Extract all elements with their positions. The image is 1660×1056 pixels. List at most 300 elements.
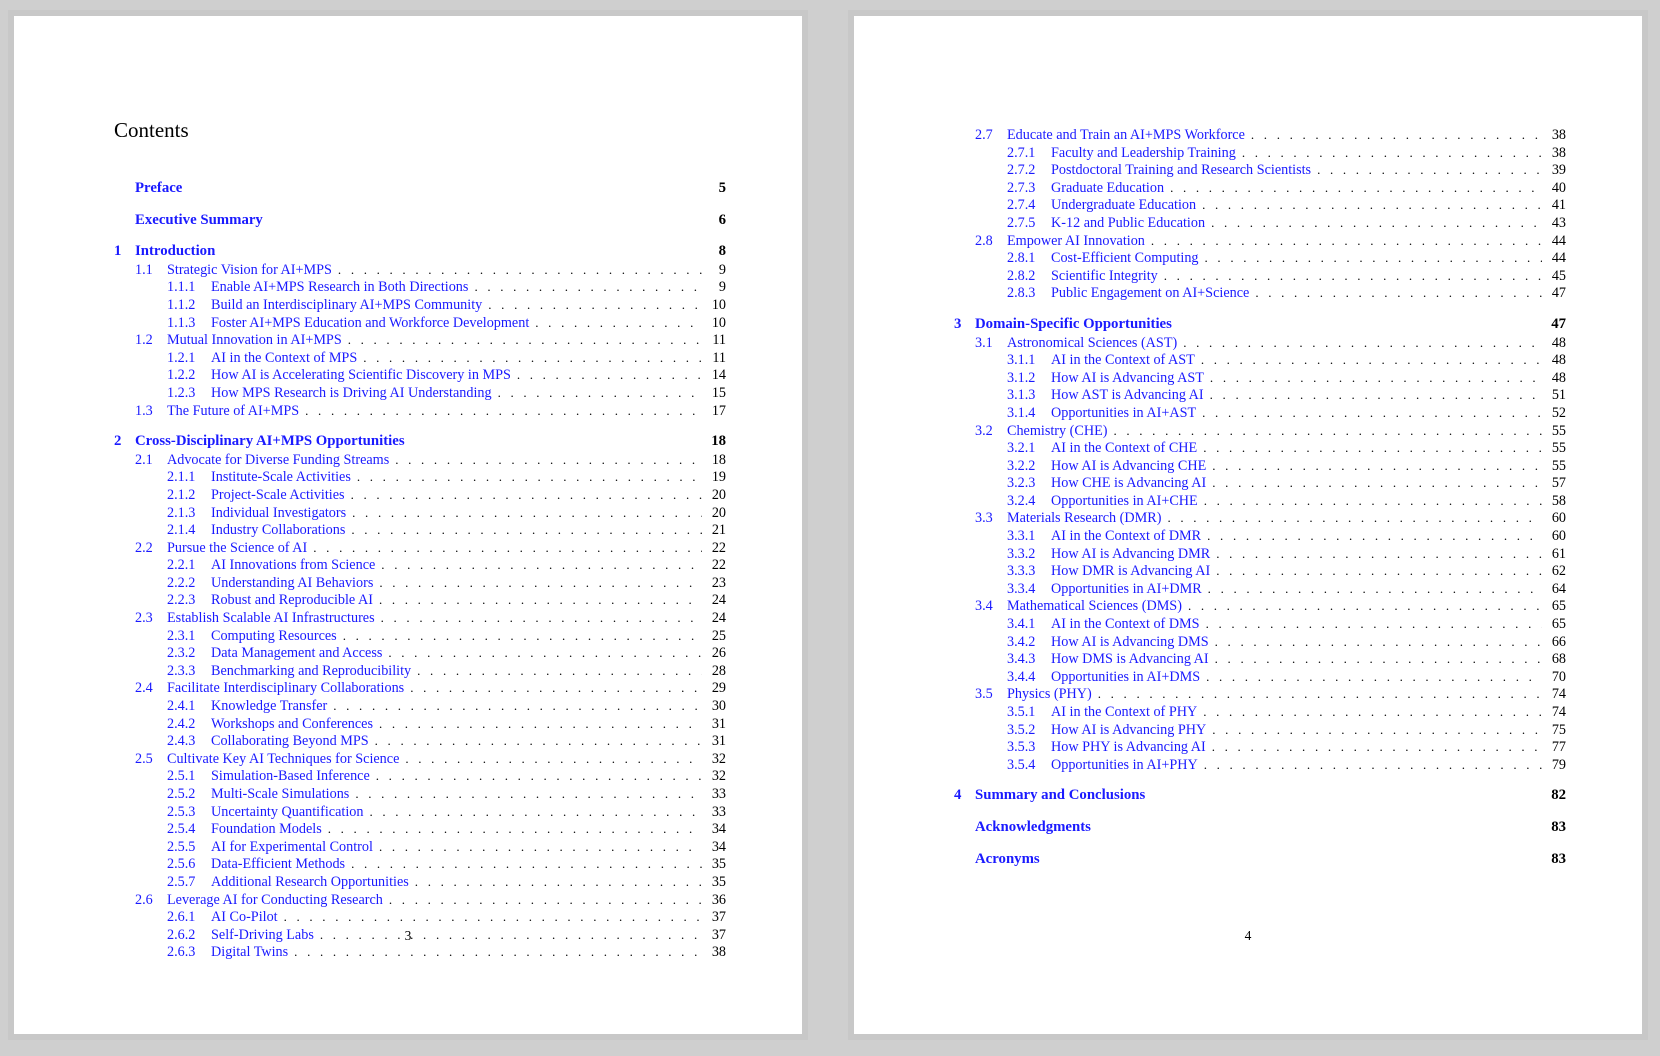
dot-leader	[535, 314, 702, 332]
toc-entry-title[interactable]: How DMR is Advancing AI	[1051, 563, 1211, 580]
contents-heading: Contents	[114, 118, 189, 142]
toc-entry-title[interactable]: K-12 and Public Education	[1051, 214, 1206, 231]
toc-entry-page: 34	[711, 821, 726, 838]
dot-leader	[1204, 756, 1542, 774]
toc-entry-title[interactable]: Foster AI+MPS Education and Workforce Development	[211, 314, 530, 331]
toc-entry[interactable]	[954, 457, 1566, 475]
toc-entry-title[interactable]: Cross-Disciplinary AI+MPS Opportunities	[135, 433, 405, 450]
toc-entry-title[interactable]: Preface	[135, 180, 183, 196]
toc-entry-number: 2.5.1	[167, 768, 196, 785]
dot-leader	[1216, 545, 1542, 563]
toc-entry-number: 1.1.2	[167, 296, 196, 313]
toc-entry[interactable]	[954, 369, 1566, 387]
toc-entry-title[interactable]: Collaborating Beyond MPS	[211, 733, 369, 750]
toc-entry-title[interactable]: Materials Research (DMR)	[1007, 510, 1162, 527]
toc-entry-page: 62	[1551, 563, 1566, 580]
toc-entry-title[interactable]: Self-Driving Labs	[211, 926, 314, 943]
toc-entry-number: 3.1.1	[1007, 352, 1036, 369]
toc-entry-page: 26	[711, 645, 726, 662]
toc-entry-number: 2.1	[135, 451, 153, 468]
toc-entry-title[interactable]: AI Co-Pilot	[211, 909, 278, 926]
toc-entry-title[interactable]: AI in the Context of PHY	[1051, 704, 1198, 720]
toc-entry-page: 9	[718, 261, 726, 278]
toc-entry-title[interactable]: How AST is Advancing AI	[1051, 387, 1204, 404]
toc-entry-title[interactable]: How AI is Advancing AST	[1051, 369, 1204, 386]
toc-entry-title[interactable]: AI in the Context of MPS	[211, 349, 358, 366]
toc-entry-page: 52	[1551, 404, 1566, 421]
toc-entry[interactable]	[114, 384, 726, 402]
toc-entry-page: 38	[1551, 127, 1566, 143]
toc-entry[interactable]	[954, 474, 1566, 492]
toc-entry[interactable]	[114, 591, 726, 609]
toc-entry-title[interactable]: Leverage AI for Conducting Research	[167, 891, 383, 908]
toc-entry-number: 3	[954, 315, 962, 332]
toc-entry-page: 33	[711, 803, 726, 820]
toc-entry[interactable]	[954, 386, 1566, 404]
dot-leader	[313, 539, 702, 557]
toc-entry[interactable]	[114, 662, 726, 680]
toc-entry[interactable]	[114, 451, 726, 469]
dot-leader	[1255, 284, 1542, 302]
toc-entry[interactable]	[954, 668, 1566, 686]
dot-leader	[498, 384, 702, 402]
toc-entry[interactable]	[114, 820, 726, 838]
toc-entry-page: 10	[711, 314, 726, 331]
toc-entry[interactable]	[954, 126, 1566, 144]
toc-entry-page: 23	[711, 574, 726, 591]
toc-entry-page: 35	[711, 873, 726, 890]
toc-entry-page: 5	[718, 180, 726, 196]
dot-leader	[517, 366, 702, 384]
toc-entry-title[interactable]: Strategic Vision for AI+MPS	[167, 261, 332, 278]
toc-entry[interactable]	[114, 715, 726, 733]
toc-entry[interactable]	[114, 402, 726, 420]
toc-entry[interactable]	[114, 767, 726, 785]
toc-entry-number: 3.3.1	[1007, 528, 1036, 545]
toc-entry[interactable]	[114, 697, 726, 715]
toc-entry[interactable]	[954, 144, 1566, 162]
dot-leader	[1098, 685, 1542, 703]
toc-entry-title[interactable]: Data Management and Access	[211, 645, 383, 662]
toc-entry-number: 1.1	[135, 261, 153, 278]
dot-leader	[1212, 738, 1542, 756]
toc-entry-title[interactable]: Foundation Models	[211, 821, 322, 838]
toc-entry[interactable]	[954, 819, 1566, 837]
dot-leader	[348, 331, 702, 349]
toc-entry-page: 47	[1551, 315, 1566, 332]
toc-entry-page: 44	[1551, 250, 1566, 267]
toc-entry-number: 2.2.2	[167, 574, 196, 591]
dot-leader	[1212, 721, 1542, 739]
toc-entry-title[interactable]: AI for Experimental Control	[211, 838, 373, 855]
toc-entry-page: 24	[711, 610, 726, 627]
toc-entry[interactable]	[954, 509, 1566, 527]
toc-entry-title[interactable]: Workshops and Conferences	[211, 715, 373, 732]
toc-entry[interactable]	[114, 679, 726, 697]
toc-entry-number: 3.4.4	[1007, 668, 1036, 685]
toc-entry-title[interactable]: Public Engagement on AI+Science	[1051, 285, 1250, 302]
toc-entry-title[interactable]: Opportunities in AI+DMR	[1051, 580, 1202, 597]
toc-entry[interactable]	[114, 331, 726, 349]
toc-entry-title[interactable]: How CHE is Advancing AI	[1051, 475, 1207, 492]
toc-entry[interactable]	[114, 314, 726, 332]
toc-entry-title[interactable]: Multi-Scale Simulations	[211, 786, 350, 802]
toc-entry[interactable]	[114, 296, 726, 314]
toc-entry[interactable]	[954, 703, 1566, 721]
dot-leader	[369, 803, 702, 821]
toc-entry-title[interactable]: Mutual Innovation in AI+MPS	[167, 332, 342, 349]
toc-entry-title[interactable]: Educate and Train an AI+MPS Workforce	[1007, 127, 1245, 143]
toc-entry-page: 55	[1551, 457, 1566, 474]
toc-entry[interactable]	[954, 214, 1566, 232]
toc-entry-title[interactable]: Chemistry (CHE)	[1007, 422, 1108, 439]
toc-entry[interactable]	[114, 750, 726, 768]
toc-entry[interactable]	[114, 243, 726, 261]
dot-leader	[474, 278, 702, 296]
toc-entry-page: 61	[1551, 545, 1566, 562]
dot-leader	[381, 556, 702, 574]
toc-entry-page: 28	[711, 662, 726, 679]
toc-entry[interactable]	[114, 504, 726, 522]
toc-entry-page: 79	[1551, 756, 1566, 773]
toc-entry-number: 3.1.3	[1007, 387, 1036, 404]
toc-entry[interactable]	[954, 527, 1566, 545]
toc-entry[interactable]	[114, 855, 726, 873]
toc-entry-page: 8	[718, 243, 726, 260]
toc-entry-title[interactable]: Acronyms	[975, 850, 1040, 867]
toc-entry-title[interactable]: Domain-Specific Opportunities	[975, 315, 1172, 332]
toc-entry[interactable]	[954, 316, 1566, 334]
toc-entry-title[interactable]: AI in the Context of AST	[1051, 352, 1195, 369]
table-of-contents-left	[114, 180, 726, 961]
toc-entry-number: 3.1.4	[1007, 404, 1036, 421]
toc-entry-number: 3.2.4	[1007, 492, 1036, 509]
toc-entry-page: 22	[711, 539, 726, 556]
toc-entry-page: 68	[1551, 651, 1566, 668]
toc-entry-title[interactable]: Cultivate Key AI Techniques for Science	[167, 750, 400, 767]
toc-entry-page: 83	[1551, 850, 1566, 867]
dot-leader	[379, 591, 702, 609]
toc-entry-number: 3.2.3	[1007, 475, 1036, 492]
toc-entry-number: 3.2	[975, 422, 993, 439]
dot-leader	[1151, 232, 1542, 250]
toc-entry-number: 2.5.6	[167, 856, 196, 873]
toc-entry[interactable]	[954, 284, 1566, 302]
toc-entry-title[interactable]: Physics (PHY)	[1007, 686, 1092, 703]
toc-entry-title[interactable]: Data-Efficient Methods	[211, 856, 346, 873]
toc-entry-title[interactable]: Faculty and Leadership Training	[1051, 144, 1236, 161]
toc-entry-title[interactable]: Graduate Education	[1051, 179, 1165, 196]
toc-entry[interactable]	[954, 334, 1566, 352]
toc-entry-page: 38	[711, 944, 726, 961]
dot-leader	[1203, 439, 1542, 457]
dot-leader	[1204, 492, 1542, 510]
toc-entry[interactable]	[954, 492, 1566, 510]
toc-entry-page: 20	[711, 504, 726, 521]
toc-entry-title[interactable]: Mathematical Sciences (DMS)	[1007, 598, 1182, 615]
toc-entry-number: 2.7.5	[1007, 214, 1036, 231]
dot-leader	[351, 486, 702, 504]
toc-entry[interactable]	[954, 685, 1566, 703]
toc-entry[interactable]	[954, 756, 1566, 774]
dot-leader	[1164, 267, 1542, 285]
toc-entry-title[interactable]: Computing Resources	[211, 627, 337, 644]
toc-entry[interactable]	[954, 721, 1566, 739]
toc-entry-title[interactable]: AI in the Context of DMR	[1051, 528, 1202, 545]
toc-entry-title[interactable]: How AI is Accelerating Scientific Discovery in MPS	[211, 367, 511, 384]
toc-entry[interactable]	[114, 433, 726, 451]
toc-entry-title[interactable]: Industry Collaborations	[211, 522, 346, 539]
toc-entry-page: 32	[711, 750, 726, 767]
toc-entry-title[interactable]: Opportunities in AI+AST	[1051, 404, 1197, 421]
toc-entry[interactable]	[114, 278, 726, 296]
dot-leader	[1212, 457, 1542, 475]
toc-entry-title[interactable]: Astronomical Sciences (AST)	[1007, 334, 1178, 351]
toc-entry-title[interactable]: Establish Scalable AI Infrastructures	[167, 610, 375, 627]
dot-leader	[405, 750, 702, 768]
toc-entry-page: 60	[1551, 528, 1566, 545]
toc-entry-title[interactable]: Additional Research Opportunities	[211, 873, 409, 890]
toc-entry-number: 2.7.2	[1007, 162, 1036, 179]
toc-entry-page: 38	[1551, 144, 1566, 161]
toc-entry-number: 2.4	[135, 680, 153, 697]
toc-entry-page: 40	[1551, 179, 1566, 196]
toc-entry-number: 1.1.3	[167, 314, 196, 331]
toc-entry-number: 3.5	[975, 686, 993, 703]
toc-entry-number: 2.8	[975, 232, 993, 249]
toc-entry[interactable]	[114, 644, 726, 662]
toc-entry-title[interactable]: How AI is Advancing CHE	[1051, 457, 1207, 474]
toc-entry-number: 1.2.1	[167, 349, 196, 366]
dot-leader	[333, 697, 702, 715]
toc-entry[interactable]	[114, 627, 726, 645]
toc-entry-page: 57	[1551, 475, 1566, 492]
toc-entry-title[interactable]: Opportunities in AI+DMS	[1051, 668, 1201, 685]
toc-entry-page: 10	[711, 296, 726, 313]
dot-leader	[1208, 580, 1542, 598]
toc-entry-title[interactable]: Benchmarking and Reproducibility	[211, 662, 412, 679]
toc-entry[interactable]	[954, 422, 1566, 440]
toc-entry[interactable]	[954, 633, 1566, 651]
toc-entry-page: 47	[1551, 285, 1566, 302]
toc-entry[interactable]	[954, 439, 1566, 457]
toc-entry-page: 83	[1551, 818, 1566, 835]
toc-entry[interactable]	[114, 873, 726, 891]
toc-entry[interactable]	[114, 521, 726, 539]
dot-leader	[1317, 161, 1542, 179]
toc-entry-title[interactable]: Undergraduate Education	[1051, 197, 1197, 214]
toc-entry[interactable]	[954, 597, 1566, 615]
toc-entry[interactable]	[114, 838, 726, 856]
toc-entry-number: 4	[954, 787, 962, 804]
toc-entry-number: 2.2	[135, 539, 153, 556]
toc-entry-number: 2.7.4	[1007, 197, 1036, 214]
toc-entry-number: 3.3.3	[1007, 563, 1036, 580]
toc-entry-title[interactable]: Facilitate Interdisciplinary Collaborations	[167, 680, 405, 697]
toc-entry-title[interactable]: Build an Interdisciplinary AI+MPS Community	[211, 296, 483, 313]
toc-entry-page: 41	[1551, 197, 1566, 214]
toc-entry[interactable]	[114, 574, 726, 592]
toc-entry-number: 2.7.3	[1007, 179, 1036, 196]
toc-entry-number: 2.7.1	[1007, 144, 1036, 161]
toc-entry-title[interactable]: Uncertainty Quantification	[211, 803, 364, 820]
toc-entry-title[interactable]: Acknowledgments	[975, 818, 1091, 835]
toc-entry[interactable]	[114, 732, 726, 750]
toc-entry[interactable]	[954, 738, 1566, 756]
table-of-contents-right	[954, 126, 1566, 868]
toc-entry[interactable]	[954, 787, 1566, 805]
toc-entry[interactable]	[954, 650, 1566, 668]
toc-entry-number: 3.4.1	[1007, 616, 1036, 633]
toc-entry-title[interactable]: How DMS is Advancing AI	[1051, 651, 1209, 668]
dot-leader	[352, 504, 702, 522]
toc-entry-number: 3.4.3	[1007, 651, 1036, 668]
toc-entry[interactable]	[114, 349, 726, 367]
toc-entry[interactable]	[114, 261, 726, 279]
toc-entry-number: 2.3.2	[167, 645, 196, 662]
toc-entry-page: 34	[711, 838, 726, 855]
toc-entry-title[interactable]: How AI is Advancing DMR	[1051, 545, 1211, 562]
dot-leader	[1202, 404, 1542, 422]
dot-leader	[1251, 126, 1542, 144]
toc-entry[interactable]	[954, 404, 1566, 422]
toc-entry-number: 3.2.1	[1007, 440, 1036, 457]
toc-entry[interactable]	[114, 803, 726, 821]
toc-entry-page: 20	[711, 486, 726, 503]
toc-entry[interactable]	[954, 267, 1566, 285]
toc-entry-title[interactable]: Opportunities in AI+CHE	[1051, 492, 1198, 509]
dot-leader	[376, 767, 702, 785]
toc-entry-page: 65	[1551, 616, 1566, 633]
toc-entry-title[interactable]: How AI is Advancing PHY	[1051, 721, 1207, 738]
toc-entry-title[interactable]: Project-Scale Activities	[211, 486, 345, 503]
toc-entry[interactable]	[114, 539, 726, 557]
dot-leader	[410, 679, 702, 697]
toc-entry-page: 43	[1551, 214, 1566, 231]
toc-entry-title[interactable]: Cost-Efficient Computing	[1051, 250, 1199, 267]
toc-entry-number: 1.1.1	[167, 279, 196, 296]
toc-entry-title[interactable]: Empower AI Innovation	[1007, 232, 1145, 249]
toc-entry[interactable]	[954, 232, 1566, 250]
dot-leader	[363, 349, 702, 367]
toc-entry[interactable]	[114, 556, 726, 574]
toc-entry-title[interactable]: Knowledge Transfer	[211, 698, 328, 715]
toc-entry-number: 2.6.2	[167, 926, 196, 943]
toc-entry-page: 48	[1551, 352, 1566, 369]
toc-entry[interactable]	[954, 196, 1566, 214]
dot-leader	[357, 468, 702, 486]
toc-entry-number: 3.3.2	[1007, 545, 1036, 562]
toc-entry-page: 24	[711, 592, 726, 609]
toc-entry-title[interactable]: Institute-Scale Activities	[211, 469, 351, 486]
toc-entry-page: 33	[711, 786, 726, 802]
toc-entry-title[interactable]: How MPS Research is Driving AI Understanding	[211, 384, 492, 401]
toc-entry-number: 2.2.3	[167, 592, 196, 609]
toc-entry-number: 2.7	[975, 127, 993, 143]
toc-entry-title[interactable]: The Future of AI+MPS	[167, 402, 300, 419]
toc-entry-title[interactable]: How PHY is Advancing AI	[1051, 739, 1206, 756]
toc-entry[interactable]	[954, 580, 1566, 598]
toc-entry[interactable]	[114, 891, 726, 909]
toc-entry-number: 2.6	[135, 891, 153, 908]
toc-entry-title[interactable]: Individual Investigators	[211, 504, 347, 521]
toc-entry-title[interactable]: AI Innovations from Science	[211, 557, 376, 574]
toc-entry-page: 48	[1551, 334, 1566, 351]
toc-entry[interactable]	[954, 562, 1566, 580]
toc-entry[interactable]	[114, 486, 726, 504]
toc-entry-title[interactable]: Summary and Conclusions	[975, 787, 1146, 804]
toc-entry-number: 2.5.4	[167, 821, 196, 838]
dot-leader	[1203, 703, 1542, 721]
toc-entry-title[interactable]: Understanding AI Behaviors	[211, 574, 374, 591]
toc-entry-page: 21	[711, 522, 726, 539]
toc-entry-title[interactable]: Pursue the Science of AI	[167, 539, 308, 556]
toc-entry[interactable]	[114, 609, 726, 627]
toc-entry-title[interactable]: Robust and Reproducible AI	[211, 592, 373, 609]
toc-entry-page: 14	[711, 367, 726, 384]
toc-entry[interactable]	[114, 943, 726, 961]
toc-entry-page: 60	[1551, 510, 1566, 527]
toc-entry-number: 2.1.4	[167, 522, 196, 539]
toc-entry[interactable]	[954, 351, 1566, 369]
toc-entry-page: 58	[1551, 492, 1566, 509]
toc-entry-page: 55	[1551, 422, 1566, 439]
toc-entry[interactable]	[114, 785, 726, 803]
dot-leader	[379, 574, 702, 592]
toc-entry[interactable]	[114, 366, 726, 384]
toc-entry[interactable]	[954, 179, 1566, 197]
toc-entry-title[interactable]: Introduction	[135, 243, 216, 260]
toc-entry-page: 30	[711, 698, 726, 715]
toc-entry[interactable]	[114, 212, 726, 230]
toc-entry-title[interactable]: Opportunities in AI+PHY	[1051, 756, 1198, 773]
toc-entry-title[interactable]: Digital Twins	[211, 944, 289, 961]
toc-entry-page: 64	[1551, 580, 1566, 597]
toc-entry-number: 3.3.4	[1007, 580, 1036, 597]
toc-entry-number: 2.1.2	[167, 486, 196, 503]
toc-entry-title[interactable]: Executive Summary	[135, 211, 263, 228]
toc-entry-title[interactable]: Simulation-Based Inference	[211, 768, 370, 785]
toc-entry-title[interactable]: AI in the Context of CHE	[1051, 440, 1198, 457]
toc-entry[interactable]	[954, 249, 1566, 267]
toc-entry[interactable]	[954, 851, 1566, 869]
dot-leader	[305, 402, 702, 420]
toc-entry-title[interactable]: Scientific Integrity	[1051, 267, 1158, 284]
toc-entry[interactable]	[954, 615, 1566, 633]
toc-entry-number: 3.1	[975, 334, 993, 351]
toc-entry-title[interactable]: AI in the Context of DMS	[1051, 616, 1200, 633]
dot-leader	[1205, 249, 1542, 267]
toc-entry[interactable]	[114, 180, 726, 198]
toc-entry-title[interactable]: Advocate for Diverse Funding Streams	[167, 451, 390, 468]
toc-entry-title[interactable]: Enable AI+MPS Research in Both Directions	[211, 279, 469, 296]
toc-entry-page: 17	[711, 402, 726, 419]
toc-entry-number: 3.3	[975, 510, 993, 527]
toc-entry[interactable]	[114, 468, 726, 486]
toc-entry-title[interactable]: How AI is Advancing DMS	[1051, 633, 1209, 650]
toc-entry-number: 2	[114, 433, 122, 450]
toc-entry-page: 11	[712, 332, 726, 349]
dot-leader	[1206, 668, 1542, 686]
dot-leader	[1210, 369, 1542, 387]
toc-entry-title[interactable]: Postdoctoral Training and Research Scientists	[1051, 162, 1312, 179]
toc-entry-number: 3.4.2	[1007, 633, 1036, 650]
toc-entry-number: 3.2.2	[1007, 457, 1036, 474]
toc-entry[interactable]	[954, 545, 1566, 563]
toc-entry-page: 55	[1551, 440, 1566, 457]
toc-entry[interactable]	[114, 908, 726, 926]
toc-entry[interactable]	[954, 161, 1566, 179]
